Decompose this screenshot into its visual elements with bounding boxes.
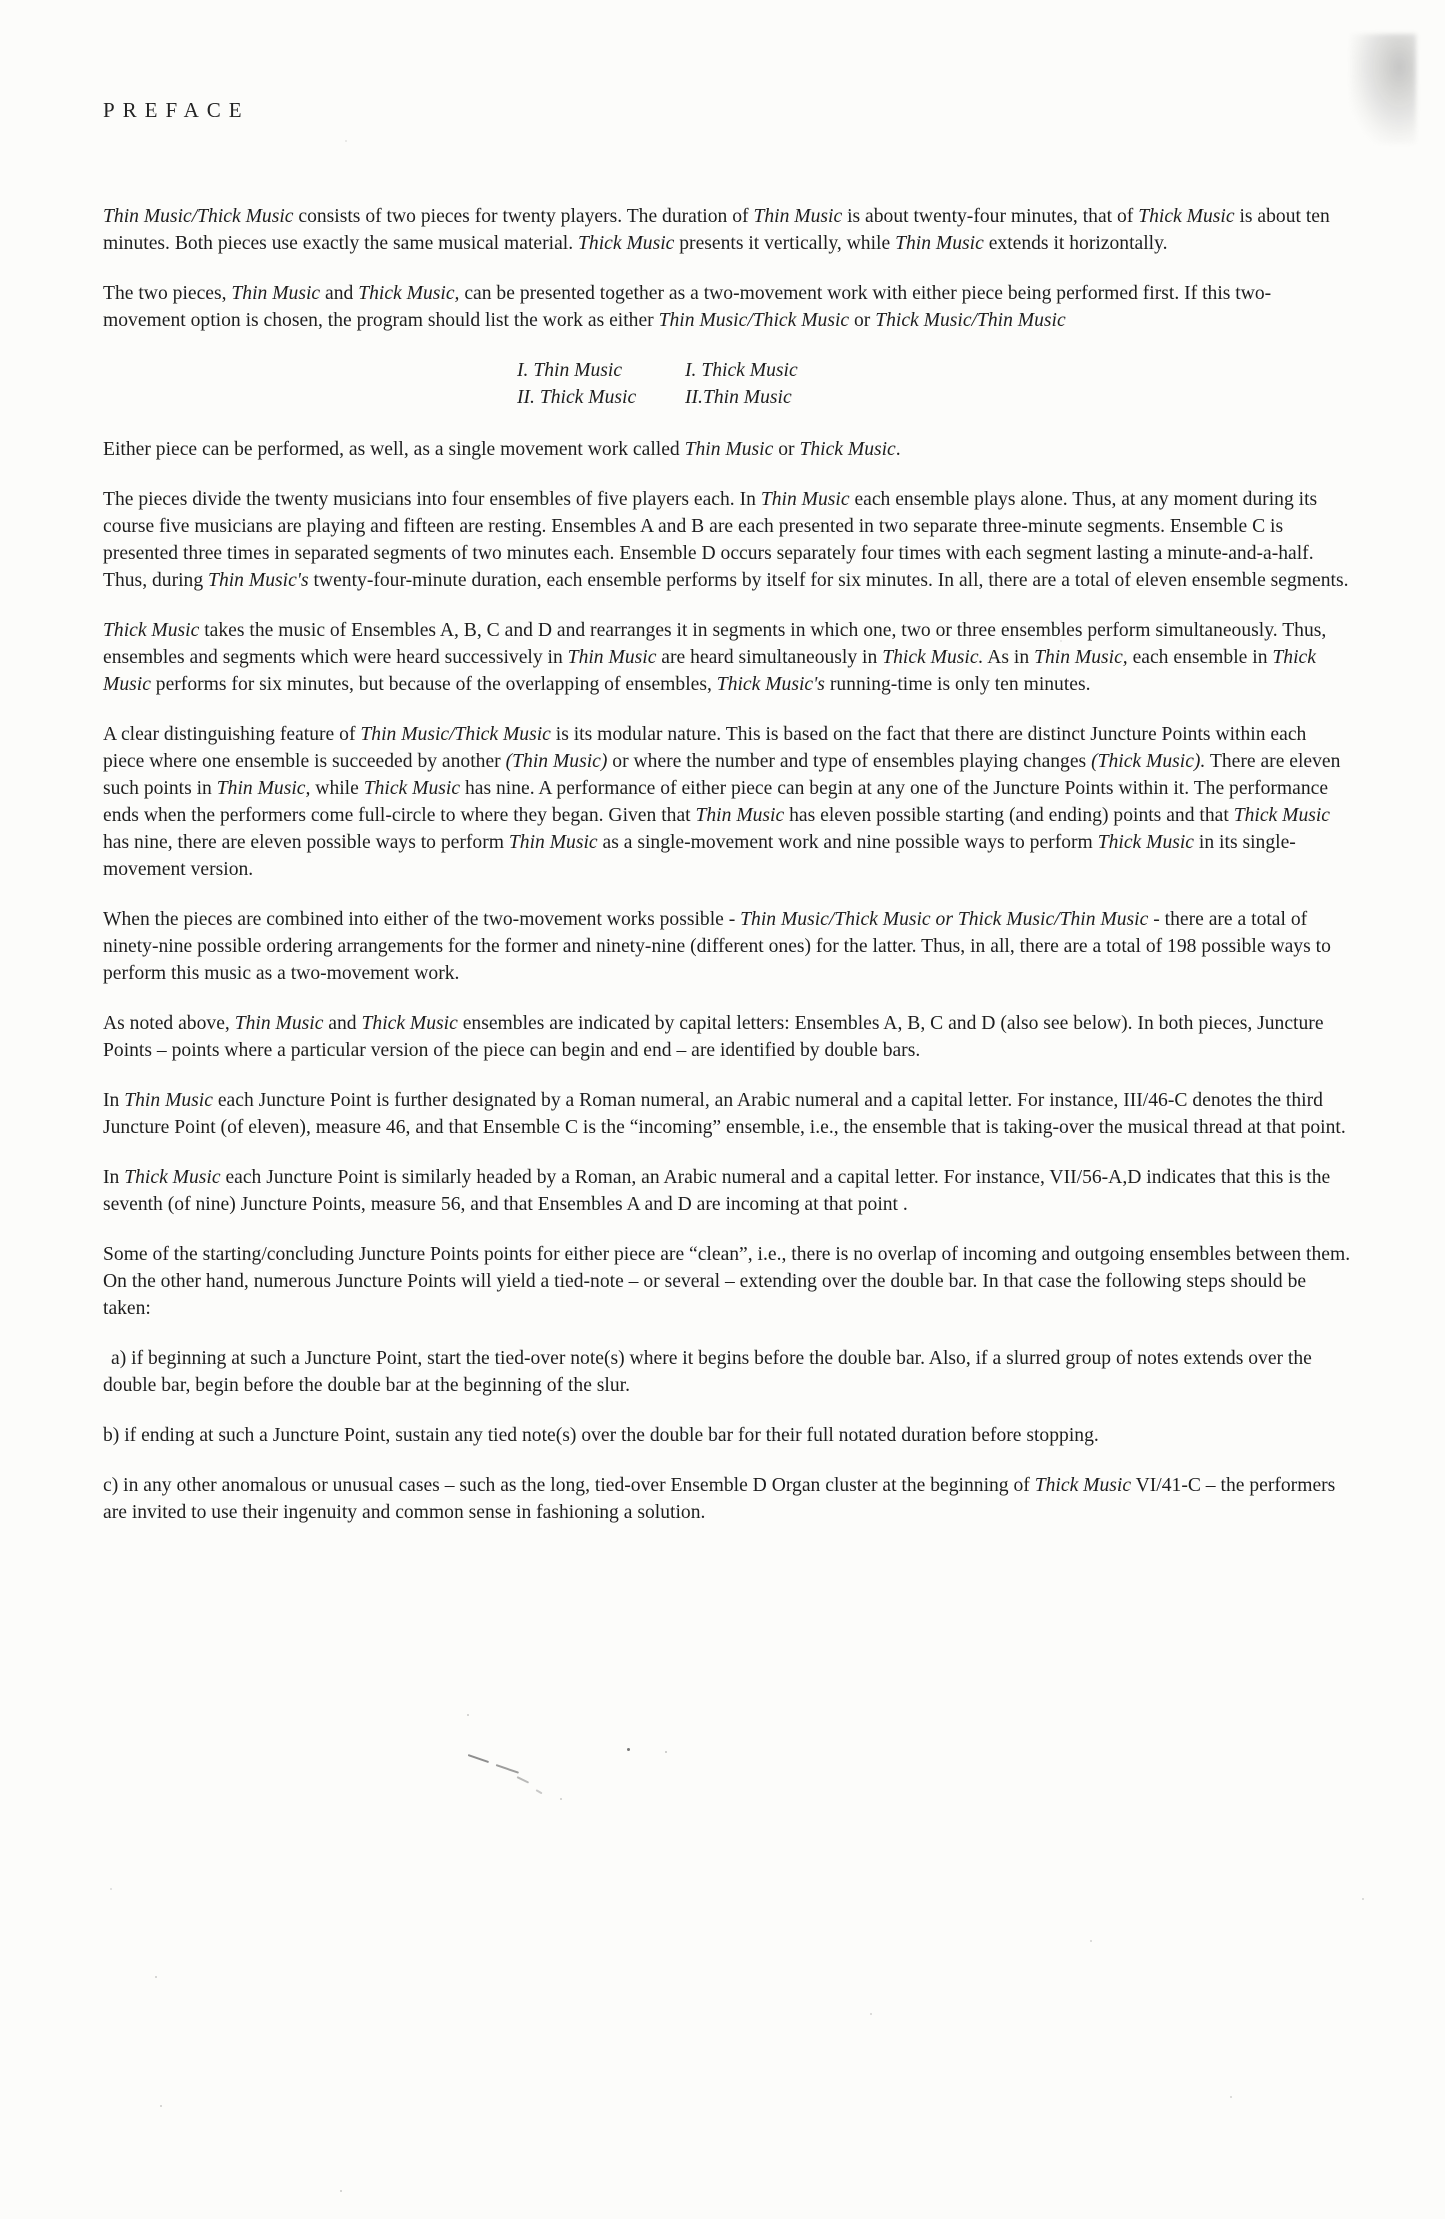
text-run: Thin Music	[508, 832, 598, 853]
text-run: As noted above,	[103, 1013, 235, 1034]
text-run: running-time is only ten minutes.	[824, 674, 1091, 695]
dust-speck	[1362, 1898, 1364, 1900]
paragraph	[103, 906, 1351, 987]
text-run: Thick Music	[578, 233, 675, 254]
dust-speck	[160, 2105, 162, 2107]
text-run: each Juncture Point is similarly headed by a Roman, an Arabic numeral and a capital letter. For instance, VII/56-A,D indicates that this is the seventh (of nine) Juncture Points, measure 56, and that Ensembles A and D are incoming at that point .	[103, 1167, 1331, 1215]
text-run: ensembles are indicated by capital letters: Ensembles A, B, C and D (also see below). In both pieces, Juncture Points – points where a particular version of the piece can begin and end – are identified by double bars.	[103, 1013, 1324, 1061]
movement-order-list	[517, 357, 1351, 411]
text-run: VI/41-C – the performers are invited to use their ingenuity and common sense in fashioning a solution.	[103, 1475, 1336, 1523]
paragraph	[103, 486, 1351, 594]
text-run: as a single-movement work and nine possible ways to perform	[597, 832, 1098, 853]
text-run: The pieces divide the twenty musicians into four ensembles of five players each. In	[103, 489, 761, 510]
text-run: Some of the starting/concluding Juncture Points points for either piece are “clean”, i.e., there is no overlap of incoming and outgoing ensembles between them. On the other hand, numerous Juncture Points will yield a tied-note – or several – extending over the double bar. In that case the following steps should be taken:	[103, 1244, 1351, 1319]
pencil-mark	[468, 1754, 489, 1763]
text-run: Thick Music	[799, 439, 896, 460]
text-run: Thin Music,	[1034, 647, 1128, 668]
text-run: Thin Music,	[216, 778, 311, 799]
text-run: b) if ending at such a Juncture Point, sustain any tied note(s) over the double bar for their full notated duration before stopping.	[103, 1425, 1099, 1446]
text-run: Thin Music	[231, 283, 321, 304]
text-run: and	[320, 283, 359, 304]
text-run: (Thick Music).	[1091, 751, 1206, 772]
movement-option-left: I. Thin Music	[517, 360, 623, 381]
text-run: takes the music of Ensembles A, B, C and D and rearranges it in segments in which one, two or three ensembles perform simultaneously. Thus, ensembles and segments which were heard successively in	[103, 620, 1327, 668]
movement-row	[517, 384, 1351, 411]
movement-option-left: II. Thick Music	[517, 387, 637, 408]
text-run: Thick Music	[1138, 206, 1235, 227]
text-run: Thin Music/Thick Music	[360, 724, 551, 745]
text-run: or	[773, 439, 800, 460]
text-run: or where the number and type of ensembles playing changes	[607, 751, 1092, 772]
text-run: performs for six minutes, but because of the overlapping of ensembles,	[150, 674, 717, 695]
text-run: Thick Music	[103, 620, 200, 641]
text-run: When the pieces are combined into either of the two-movement works possible -	[103, 909, 741, 930]
paragraph	[103, 617, 1351, 698]
paragraph-container	[103, 203, 1351, 1526]
pencil-mark	[496, 1764, 519, 1774]
dust-speck	[1090, 1940, 1092, 1942]
text-run: Thin Music	[234, 1013, 324, 1034]
text-run: A clear distinguishing feature of	[103, 724, 361, 745]
text-run: Thick Music	[361, 1013, 458, 1034]
document-content	[103, 98, 1351, 1549]
dust-speck	[870, 2013, 872, 2015]
text-run: Thick Music	[1233, 805, 1331, 826]
dust-speck	[1230, 2096, 1232, 2098]
paragraph	[103, 203, 1351, 257]
text-run: In	[103, 1090, 125, 1111]
movement-option-right: II.Thin Music	[685, 387, 792, 408]
text-run: Thick Music	[363, 778, 461, 799]
text-run: each ensemble in	[1127, 647, 1273, 668]
text-run: Thick Music	[103, 647, 1316, 695]
paragraph	[103, 1164, 1351, 1218]
text-run: Thick Music	[124, 1167, 221, 1188]
text-run: Thin Music	[753, 206, 843, 227]
text-run: Thick Music/Thin Music	[875, 310, 1066, 331]
text-run: presents it vertically, while	[674, 233, 896, 254]
pencil-mark	[536, 1789, 543, 1794]
text-run: is about ten minutes. Both pieces use exactly the same musical material.	[103, 206, 1330, 254]
text-run: (Thin Music)	[505, 751, 608, 772]
movement-option-right: I. Thick Music	[685, 360, 798, 381]
text-run: is its modular nature. This is based on the fact that there are distinct Juncture Points within each piece where one ensemble is succeeded by another	[103, 724, 1307, 772]
text-run: Thin Music	[760, 489, 850, 510]
text-run: In	[103, 1167, 125, 1188]
text-run: each Juncture Point is further designated by a Roman numeral, an Arabic numeral and a capital letter. For instance, III/46-C denotes the third Juncture Point (of eleven), measure 46, and that Ensemble C is the “incoming” ensemble, i.e., the ensemble that is taking-over the musical thread at that point.	[103, 1090, 1346, 1138]
text-run: in its single-movement version.	[103, 832, 1296, 880]
text-run: Either piece can be performed, as well, as a single movement work called	[103, 439, 685, 460]
paragraph	[103, 721, 1351, 883]
paragraph	[103, 1010, 1351, 1064]
text-run: As in	[983, 647, 1035, 668]
text-run: Thin Music's	[208, 570, 309, 591]
text-run: Thin Music/Thick Music or Thick Music/Thin Music	[740, 909, 1149, 930]
text-run: Thin Music	[895, 233, 984, 254]
text-run: has nine, there are eleven possible ways to perform	[103, 832, 509, 853]
pencil-mark	[517, 1776, 530, 1783]
dust-speck	[665, 1751, 667, 1753]
text-run: Thick Music,	[358, 283, 460, 304]
text-run: extends it horizontally.	[983, 233, 1168, 254]
dust-speck	[467, 1714, 469, 1716]
scan-smudge	[1350, 34, 1416, 144]
text-run: c) in any other anomalous or unusual cases – such as the long, tied-over Ensemble D Organ cluster at the beginning of	[103, 1475, 1035, 1496]
paragraph	[103, 1345, 1351, 1399]
text-run: is about twenty-four minutes, that of	[842, 206, 1139, 227]
text-run: Thick Music	[1097, 832, 1195, 853]
text-run: - there are a total of ninety-nine possible ordering arrangements for the former and ninety-nine (different ones) for the latter. Thus, in all, there are a total of 198 possible ways to perform this music as a two-movement work.	[103, 909, 1331, 984]
text-run: Thin Music	[684, 439, 774, 460]
page-title: PREFACE	[103, 98, 250, 122]
dust-speck	[560, 1798, 562, 1800]
paragraph	[103, 280, 1351, 334]
text-run: each ensemble plays alone. Thus, at any moment during its course five musicians are playing and fifteen are resting. Ensembles A and B are each presented in two separate three-minute segments. Ensemble C is presented three times in separated segments of two minutes each. Ensemble D occurs separately four times with each segment lasting a minute-and-a-half. Thus, during	[103, 489, 1318, 591]
paragraph	[103, 436, 1351, 463]
text-run: Thin Music	[124, 1090, 213, 1111]
paragraph	[103, 1241, 1351, 1322]
text-run: are heard simultaneously in	[656, 647, 883, 668]
paragraph	[103, 1422, 1351, 1449]
text-run: Thin Music	[567, 647, 657, 668]
text-run: consists of two pieces for twenty players. The duration of	[293, 206, 754, 227]
text-run: Thick Music's	[716, 674, 825, 695]
text-run: twenty-four-minute duration, each ensemble performs by itself for six minutes. In all, there are a total of eleven ensemble segments.	[308, 570, 1349, 591]
dust-speck	[627, 1748, 630, 1751]
text-run: There are eleven such points in	[103, 751, 1341, 799]
text-run: Thin Music/Thick Music	[103, 206, 294, 227]
text-run: has nine. A performance of either piece can begin at any one of the Juncture Points within it. The performance ends when the performers come full-circle to where they began. Given that	[103, 778, 1329, 826]
text-run: The two pieces,	[103, 283, 232, 304]
movement-row	[517, 357, 1351, 384]
text-run: Thin Music/Thick Music	[658, 310, 850, 331]
text-run: while	[310, 778, 364, 799]
dust-speck	[340, 2190, 342, 2192]
text-run: Thick Music.	[882, 647, 984, 668]
text-run: Thick Music	[1034, 1475, 1132, 1496]
text-run: and	[323, 1013, 362, 1034]
paragraph	[103, 1472, 1351, 1526]
paragraph	[103, 1087, 1351, 1141]
text-run: or	[849, 310, 876, 331]
dust-speck	[110, 1888, 112, 1890]
text-run: .	[895, 439, 901, 460]
text-run: Thin Music	[695, 805, 785, 826]
text-run: has eleven possible starting (and ending) points and that	[784, 805, 1234, 826]
dust-speck	[155, 1976, 157, 1978]
text-run: can be presented together as a two-movement work with either piece being performed first. If this two-movement option is chosen, the program should list the work as either	[103, 283, 1272, 331]
text-run: a) if beginning at such a Juncture Point, start the tied-over note(s) where it begins before the double bar. Also, if a slurred group of notes extends over the double bar, begin before the double bar at the beginning of the slur.	[103, 1348, 1312, 1396]
